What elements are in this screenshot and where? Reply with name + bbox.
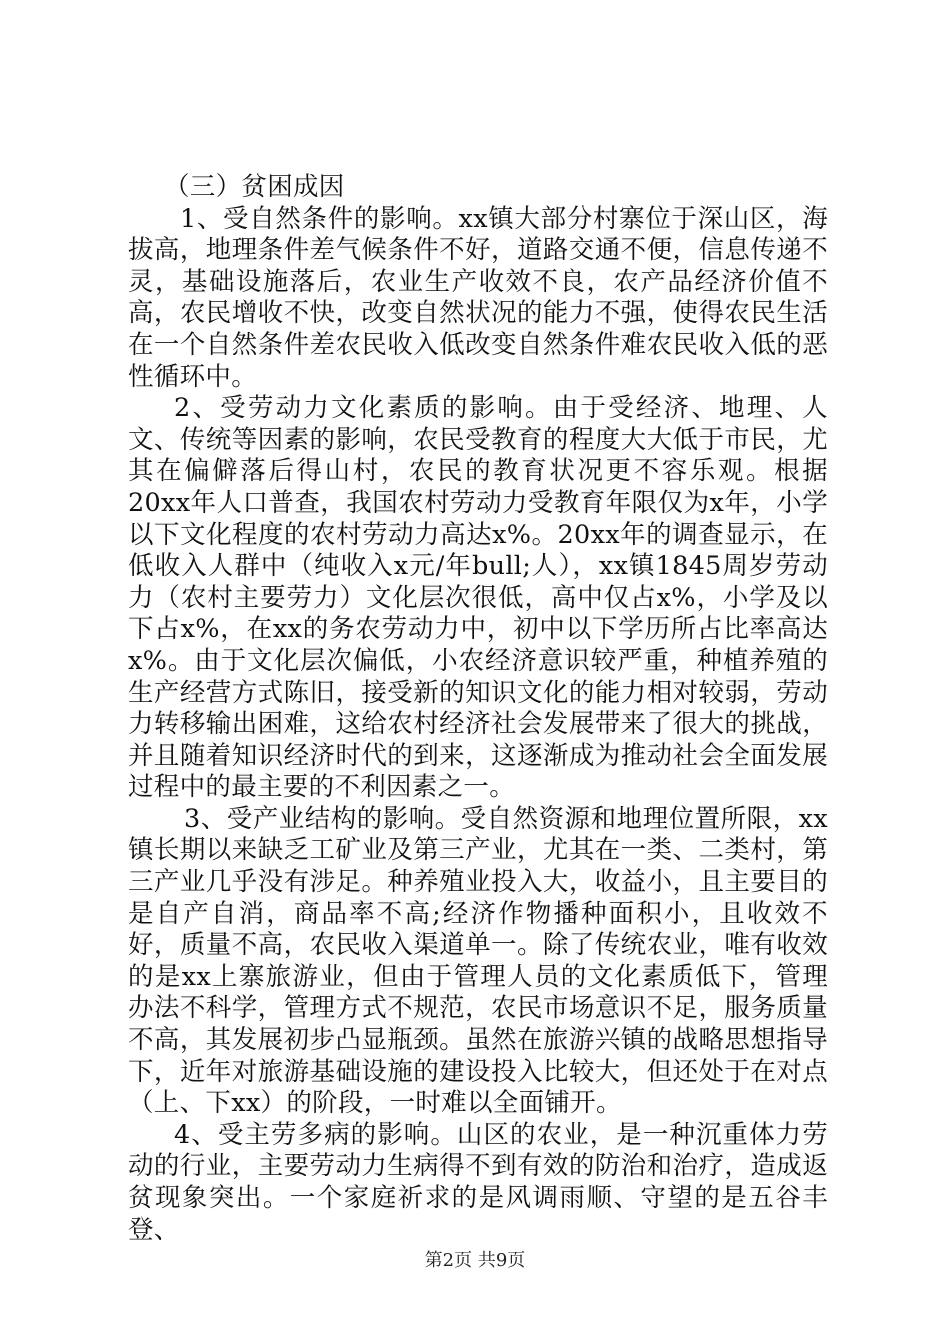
paragraph-illness: 4、受主劳多病的影响。山区的农业，是一种沉重体力劳动的行业，主要劳动力生病得不到有效的防治和治疗，造成返贫现象突出。一个家庭祈求的是风调雨顺、守望的是五谷丰登、: [128, 1119, 828, 1245]
page-number-footer: 第2页 共9页: [424, 1250, 526, 1271]
paragraph-labor-education: 2、受劳动力文化素质的影响。由于受经济、地理、人文、传统等因素的影响，农民受教育的程度大大低于市民，尤其在偏僻落后得山村，农民的教育状况更不容乐观。根据20xx年人口普查，我国农村劳动力受教育年限仅为x年，小学以下文化程度的农村劳动力高达x%。20xx年的调查显示，在低收入人群中（纯收入x元/年bull;人），xx镇1845周岁劳动力（农村主要劳力）文化层次很低，高中仅占x%，小学及以下占x%，在xx的务农劳动力中，初中以下学历所占比率高达x%。由于文化层次偏低，小农经济意识较严重，种植养殖的生产经营方式陈旧，接受新的知识文化的能力相对较弱，劳动力转移输出困难，这给农村经济社会发展带来了很大的挑战，并且随着知识经济时代的到来，这逐渐成为推动社会全面发展过程中的最主要的不利因素之一。: [128, 393, 828, 803]
section-heading: （三）贫困成因: [164, 172, 345, 202]
document-body: [128, 172, 828, 1246]
paragraph-natural-conditions: 1、受自然条件的影响。xx镇大部分村寨位于深山区，海拔高，地理条件差气候条件不好，道路交通不便，信息传递不灵，基础设施落后，农业生产收效不良，农产品经济价值不高，农民增收不快，改变自然状况的能力不强，使得农民生活在一个自然条件差农民收入低改变自然条件难农民收入低的恶性循环中。: [128, 203, 828, 392]
paragraph-industry-structure: 3、受产业结构的影响。受自然资源和地理位置所限，xx镇长期以来缺乏工矿业及第三产业，尤其在一类、二类村，第三产业几乎没有涉足。种养殖业投入大，收益小，且主要目的是自产自消，商品率不高;经济作物播种面积小，且收效不好，质量不高，农民收入渠道单一。除了传统农业，唯有收效的是xx上寨旅游业，但由于管理人员的文化素质低下，管理办法不科学，管理方式不规范，农民市场意识不足，服务质量不高，其发展初步凸显瓶颈。虽然在旅游兴镇的战略思想指导下，近年对旅游基础设施的建设投入比较大，但还处于在对点（上、下xx）的阶段，一时难以全面铺开。: [128, 803, 828, 1119]
